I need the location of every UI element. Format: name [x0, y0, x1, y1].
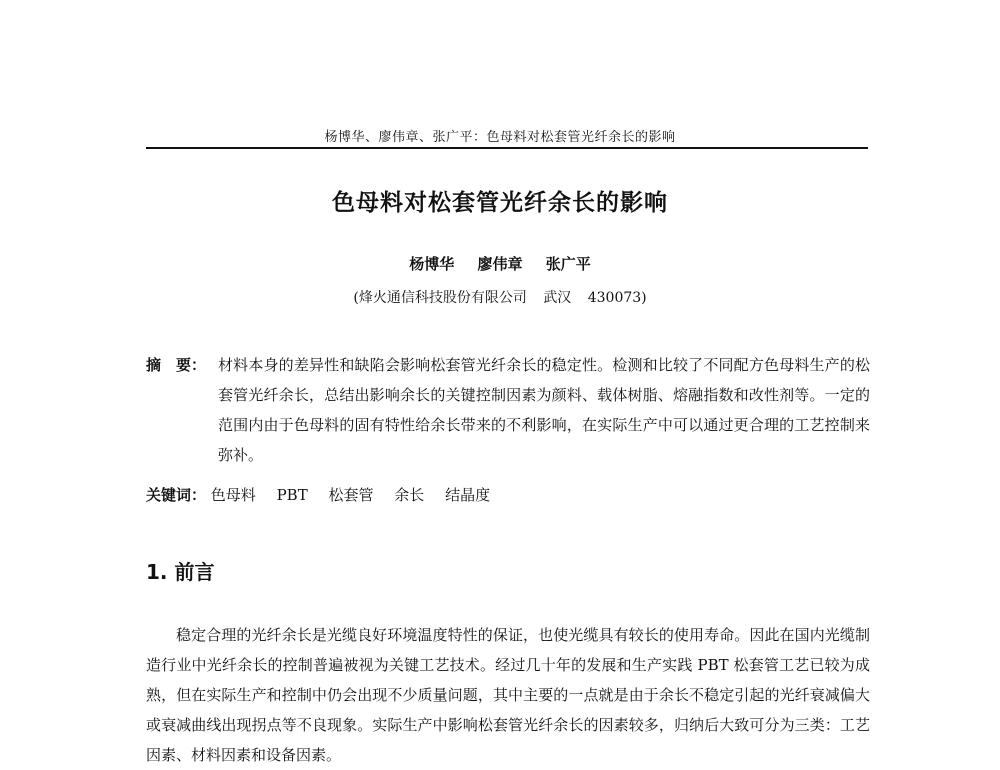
affiliation-org: (烽火通信科技股份有限公司	[353, 290, 527, 306]
body-paragraph: 稳定合理的光纤余长是光缆良好环境温度特性的保证，也使光缆具有较长的使用寿命。因此在国内光缆制造行业中光纤余长的控制普遍被视为关键工艺技术。经过几十年的发展和生产实践 PBT 松套管工艺已较为成熟，但在实际生产和控制中仍会出现不少质量问题，其中主要的一点就是由于余长不稳定引起的光纤衰减偏大或衰减曲线出现拐点等不良现象。实际生产中影响松套管光纤余长的因素较多，归纳后大致可分为三类：工艺因素、材料因素和设备因素。	[146, 626, 870, 764]
author-name: 廖伟章	[477, 255, 523, 273]
abstract-text: 材料本身的差异性和缺陷会影响松套管光纤余长的稳定性。检测和比较了不同配方色母料生产的松套管光纤余长，总结出影响余长的关键控制因素为颜料、载体树脂、熔融指数和改性剂等。一定的范围内由于色母料的固有特性给余长带来的不利影响，在实际生产中可以通过更合理的工艺控制来弥补。	[218, 356, 870, 464]
abstract-label: 摘 要：	[146, 356, 207, 374]
running-header: 杨博华、廖伟章、张广平：色母料对松套管光纤余长的影响	[324, 130, 676, 145]
abstract	[146, 350, 870, 470]
author-name: 张广平	[545, 255, 591, 273]
affiliation-city: 武汉	[543, 290, 572, 306]
section-heading: 1. 前言	[146, 560, 215, 584]
header-rule	[146, 147, 868, 149]
keyword: PBT	[276, 486, 308, 504]
paper-title: 色母料对松套管光纤余长的影响	[332, 190, 668, 216]
keyword: 余长	[394, 486, 425, 504]
keyword: 松套管	[328, 486, 374, 504]
author-list	[0, 253, 1000, 274]
keywords-label: 关键词：	[146, 486, 207, 504]
keyword: 色母料	[210, 486, 256, 504]
author-name: 杨博华	[409, 255, 455, 273]
keywords	[146, 480, 870, 510]
affiliation-postcode: 430073)	[587, 290, 647, 306]
affiliation	[0, 287, 1000, 307]
keyword: 结晶度	[445, 486, 491, 504]
